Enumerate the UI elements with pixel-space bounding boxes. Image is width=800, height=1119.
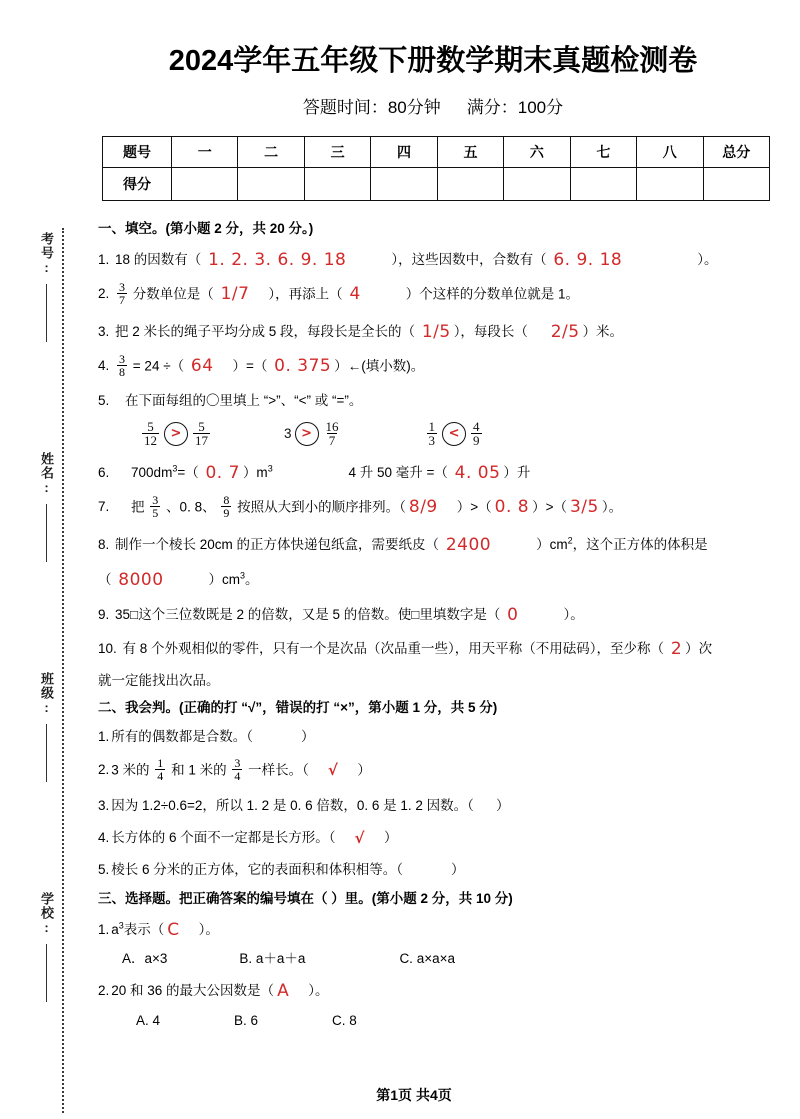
question-text: 表示（ xyxy=(123,921,165,937)
question-number: 2. xyxy=(98,762,110,778)
unit-exponent: 3 xyxy=(172,463,178,474)
question-text: ）升 xyxy=(503,465,531,481)
question-text: ） xyxy=(495,798,510,814)
score-cell-4[interactable] xyxy=(371,168,437,201)
fraction-numerator: 4 xyxy=(473,418,480,434)
margin-write-line xyxy=(46,724,47,782)
question-fill-2 xyxy=(98,279,800,307)
answer-fill-7c[interactable]: 3/5 xyxy=(569,497,599,518)
options-mc-1 xyxy=(98,951,800,968)
question-number: 1. xyxy=(98,251,110,267)
question-text: ）。 xyxy=(308,983,329,999)
question-number: 8. xyxy=(98,537,110,553)
question-tf-4 xyxy=(98,827,800,849)
score-table-col-8: 八 xyxy=(637,137,703,168)
answer-fill-6b[interactable]: 4. 05 xyxy=(454,463,501,484)
question-text: ，这个正方体的体积是 xyxy=(572,537,708,553)
question-tf-3 xyxy=(98,795,800,817)
fraction-16-7 xyxy=(324,420,341,448)
exam-page xyxy=(88,0,800,1119)
question-text: 分数单位是（ xyxy=(132,285,214,301)
fraction-denominator: 3 xyxy=(428,432,436,448)
question-text: a xyxy=(111,921,119,937)
score-table-col-1: 一 xyxy=(172,137,238,168)
margin-field-name xyxy=(22,452,56,562)
fraction-denominator: 7 xyxy=(328,432,336,448)
question-mc-1 xyxy=(98,917,800,942)
question-number: 5. xyxy=(98,393,110,409)
margin-write-line xyxy=(46,944,47,1002)
fraction-3-8 xyxy=(117,353,127,378)
question-text: 制作一个棱长 20cm 的正方体快递包纸盒，需要纸皮（ xyxy=(115,537,440,553)
margin-field-label: 学校: xyxy=(39,892,54,936)
question-text: 就一定能找出次品。 xyxy=(98,672,220,688)
question-fill-10 xyxy=(98,636,800,661)
question-fill-9 xyxy=(98,602,800,627)
question-number: 4. xyxy=(98,357,110,373)
fraction-numerator: 3 xyxy=(119,279,126,294)
question-text: ），这些因数中，合数有（ xyxy=(391,251,547,267)
answer-fill-8b[interactable]: 8000 xyxy=(118,569,164,590)
fraction-denominator: 17 xyxy=(195,432,208,448)
exam-content xyxy=(88,221,800,1030)
answer-fill-8a[interactable]: 2400 xyxy=(445,535,492,556)
unit-exponent: 3 xyxy=(267,463,273,474)
fraction-numerator: 5 xyxy=(198,418,205,434)
fraction-denominator: 12 xyxy=(144,432,157,448)
score-cell-6[interactable] xyxy=(504,168,570,201)
margin-field-school xyxy=(22,892,56,1002)
question-number: 1. xyxy=(98,729,110,745)
table-row-header xyxy=(103,137,770,168)
question-number: 6. xyxy=(98,465,110,481)
fraction-5-12 xyxy=(142,420,159,448)
exponent: 3 xyxy=(118,920,124,931)
binding-margin xyxy=(0,0,88,1119)
question-text: ）。 xyxy=(601,499,623,515)
score-table-col-3: 三 xyxy=(304,137,370,168)
answer-mc-2[interactable]: A xyxy=(277,981,290,1002)
question-number: 9. xyxy=(98,606,110,622)
fraction-denominator: 9 xyxy=(473,432,480,448)
fraction-denominator: 7 xyxy=(119,292,126,307)
comparison-row xyxy=(98,418,800,449)
fraction-numerator: 8 xyxy=(223,492,230,507)
score-cell-1[interactable] xyxy=(172,168,238,201)
fraction-5-17 xyxy=(193,420,210,448)
question-tf-2 xyxy=(98,758,800,783)
question-number: 10. xyxy=(98,641,117,657)
answer-tf-4[interactable]: √ xyxy=(354,829,366,848)
option-mc-1-c[interactable]: C. a×a×a xyxy=(399,951,455,967)
fraction-1-4 xyxy=(155,757,165,782)
question-text: 4 升 50 毫升 =（ xyxy=(348,465,448,481)
fraction-denominator: 9 xyxy=(223,506,230,521)
answer-fill-4b[interactable]: 0. 375 xyxy=(274,355,332,376)
question-text: （ xyxy=(98,571,112,587)
fraction-4-9 xyxy=(471,420,482,448)
question-fill-4 xyxy=(98,351,800,379)
question-text: 和 1 米的 xyxy=(171,762,227,778)
page-title: 2024学年五年级下册数学期末真题检测卷 xyxy=(168,45,698,77)
fraction-1-3 xyxy=(427,420,438,448)
question-number: 4. xyxy=(98,830,110,846)
fraction-numerator: 5 xyxy=(147,418,154,434)
answer-fill-4a[interactable]: 64 xyxy=(190,355,214,376)
page-footer: 第1页 共4页 xyxy=(376,1087,452,1103)
fraction-3-5 xyxy=(150,494,160,519)
question-text: 、0. 8、 xyxy=(166,499,216,515)
table-row-scores xyxy=(103,168,770,201)
answer-fill-6a[interactable]: 0. 7 xyxy=(205,463,240,484)
answer-fill-3b[interactable]: 2/5 xyxy=(550,321,580,342)
option-mc-1-b[interactable]: B. a＋a＋a xyxy=(239,951,306,967)
question-text: 按照从大到小的顺序排列。（ xyxy=(237,499,406,515)
question-fill-7 xyxy=(98,492,800,521)
answer-fill-7a[interactable]: 8/9 xyxy=(408,497,438,518)
question-text: 因为 1.2÷0.6=2，所以 1. 2 是 0. 6 倍数，0. 6 是 1. 2 因数。（ xyxy=(111,798,474,814)
answer-compare-3[interactable]: < xyxy=(442,422,466,446)
question-text: 。 xyxy=(245,571,259,587)
question-text: ） xyxy=(384,830,398,846)
question-text: 3 米的 xyxy=(111,762,150,778)
question-text: ）米。 xyxy=(582,323,624,339)
question-fill-10-cont xyxy=(98,671,800,691)
question-mc-2 xyxy=(98,978,800,1003)
margin-field-label: 姓名: xyxy=(39,452,54,496)
fraction-3-4 xyxy=(232,757,242,782)
margin-field-class xyxy=(22,672,56,782)
answer-fill-9[interactable]: 0 xyxy=(507,604,519,625)
answer-fill-3a[interactable]: 1/5 xyxy=(421,321,451,342)
question-fill-6 xyxy=(98,460,800,485)
fraction-denominator: 4 xyxy=(157,769,164,784)
question-text: ） xyxy=(451,861,465,877)
answer-mc-1[interactable]: C xyxy=(167,919,180,940)
fraction-numerator: 16 xyxy=(325,418,339,434)
question-tf-5 xyxy=(98,859,800,881)
question-text: 一样长。（ xyxy=(248,762,309,778)
answer-fill-7b[interactable]: 0. 8 xyxy=(494,497,530,518)
option-mc-2-c[interactable]: C. 8 xyxy=(332,1012,357,1028)
unit-exponent: 2 xyxy=(567,535,573,546)
options-mc-2 xyxy=(98,1013,800,1030)
score-cell-5[interactable] xyxy=(437,168,503,201)
fraction-3-7 xyxy=(117,281,127,306)
question-fill-5 xyxy=(98,391,800,411)
margin-field-label: 班级: xyxy=(39,672,54,716)
fraction-numerator: 1 xyxy=(428,418,436,434)
score-table-row-label: 题号 xyxy=(103,137,172,168)
score-table xyxy=(102,136,770,201)
fraction-denominator: 5 xyxy=(152,506,159,521)
margin-write-line xyxy=(46,284,47,342)
answer-fill-2b[interactable]: 4 xyxy=(349,283,361,304)
score-cell-7[interactable] xyxy=(570,168,636,201)
comparison-pair-3 xyxy=(425,418,484,449)
fraction-numerator: 1 xyxy=(157,756,164,771)
question-text: ）cm xyxy=(536,537,568,553)
question-number: 2. xyxy=(98,285,110,301)
question-text: ）=（ xyxy=(232,357,268,373)
question-number: 3. xyxy=(98,323,110,339)
score-table-score-label: 得分 xyxy=(103,168,172,201)
question-text: 在下面每组的〇里填上 “>”、“<” 或 “=”。 xyxy=(125,393,363,409)
score-table-col-total: 总分 xyxy=(703,137,770,168)
question-text: ）cm xyxy=(208,571,241,587)
question-text: 700dm xyxy=(131,465,173,481)
fraction-numerator: 3 xyxy=(119,351,126,366)
score-table-col-6: 六 xyxy=(504,137,570,168)
score-cell-3[interactable] xyxy=(304,168,370,201)
answer-tf-2[interactable]: √ xyxy=(327,761,339,780)
question-text: ）个这样的分数单位就是 1。 xyxy=(405,285,580,301)
question-text: =（ xyxy=(177,465,199,481)
question-text: ）m xyxy=(242,465,268,481)
answer-tf-5[interactable] xyxy=(403,861,409,879)
score-table-col-5: 五 xyxy=(437,137,503,168)
exam-meta xyxy=(66,93,800,118)
margin-field-exam-number xyxy=(22,232,56,342)
option-mc-2-b[interactable]: B. 6 xyxy=(234,1012,259,1028)
answer-fill-2a[interactable]: 1/7 xyxy=(220,283,250,304)
question-text: 有 8 个外观相似的零件，只有一个是次品（次品重一些），用天平称（不用砝码），至少称（ xyxy=(122,641,665,657)
question-text: 把 xyxy=(131,499,145,515)
margin-dotted-line xyxy=(62,228,64,1113)
whole-number-3: 3 xyxy=(284,425,292,441)
question-fill-8-cont xyxy=(98,567,800,592)
question-text: ）>（ xyxy=(532,499,567,515)
score-table-col-2: 二 xyxy=(238,137,304,168)
question-text: 20 和 36 的最大公因数是（ xyxy=(111,983,275,999)
question-text: 长方体的 6 个面不一定都是长方形。（ xyxy=(111,830,336,846)
question-text: 所有的偶数都是合数。（ xyxy=(111,729,254,745)
fraction-denominator: 4 xyxy=(234,769,241,784)
score-table-col-4: 四 xyxy=(371,137,437,168)
question-text: ）←(填小数)。 xyxy=(334,357,425,373)
question-number: 3. xyxy=(98,798,110,814)
margin-write-line xyxy=(46,504,47,562)
option-mc-1-a[interactable]: A．a×3 xyxy=(122,951,168,967)
question-text: 棱长 6 分米的正方体，它的表面积和体积相等。（ xyxy=(111,861,404,877)
question-text: ）。 xyxy=(198,921,219,937)
question-number: 7. xyxy=(98,499,110,515)
answer-tf-1[interactable] xyxy=(253,728,259,746)
exam-time-label: 答题时间：80分钟 xyxy=(302,98,441,117)
question-tf-1 xyxy=(98,726,800,748)
section-heading-true-false: 二、我会判。(正确的打 “√”，错误的打 “×”，第小题 1 分，共 5 分) xyxy=(98,700,498,716)
question-number: 5. xyxy=(98,861,110,877)
question-text: = 24 ÷（ xyxy=(132,357,185,373)
answer-fill-1b[interactable]: 6. 9. 18 xyxy=(553,249,623,270)
question-text: ）>（ xyxy=(456,499,492,515)
question-fill-8 xyxy=(98,532,800,557)
section-heading-fill-in: 一、填空。(第小题 2 分，共 20 分。) xyxy=(98,221,314,236)
question-text: ），再添上（ xyxy=(268,285,343,301)
fraction-denominator: 8 xyxy=(119,364,126,379)
question-text: ）。 xyxy=(697,251,718,267)
question-text: ） xyxy=(357,762,371,778)
question-text: ）。 xyxy=(563,606,584,622)
score-table-col-7: 七 xyxy=(570,137,636,168)
question-fill-1 xyxy=(98,247,800,272)
fraction-numerator: 3 xyxy=(152,492,159,507)
question-text: 把 2 米长的绳子平均分成 5 段，每段长是全长的（ xyxy=(115,323,416,339)
question-text: 18 的因数有（ xyxy=(115,251,202,267)
unit-exponent: 3 xyxy=(240,570,246,581)
question-text: ） xyxy=(301,729,315,745)
question-number: 2. xyxy=(98,983,110,999)
question-text: ）次 xyxy=(685,641,713,657)
answer-tf-3[interactable] xyxy=(474,797,480,815)
score-cell-total[interactable] xyxy=(703,168,770,201)
fraction-numerator: 3 xyxy=(234,756,241,771)
exam-total-score-label: 满分：100分 xyxy=(466,98,564,117)
comparison-pair-2 xyxy=(284,418,343,449)
answer-fill-10[interactable]: 2 xyxy=(670,639,683,660)
comparison-pair-1 xyxy=(140,418,212,449)
answer-compare-2[interactable]: > xyxy=(295,422,319,446)
margin-field-label: 考号: xyxy=(39,232,54,276)
question-number: 1. xyxy=(98,921,110,937)
score-cell-8[interactable] xyxy=(637,168,703,201)
section-heading-multiple-choice: 三、选择题。把正确答案的编号填在（ ）里。(第小题 2 分，共 10 分) xyxy=(98,890,513,906)
question-text: ），每段长（ xyxy=(453,323,528,339)
fraction-8-9 xyxy=(221,494,231,519)
question-fill-3 xyxy=(98,319,800,344)
option-mc-2-a[interactable]: A. 4 xyxy=(136,1012,161,1028)
answer-compare-1[interactable]: > xyxy=(164,422,188,446)
answer-fill-1a[interactable]: 1. 2. 3. 6. 9. 18 xyxy=(208,249,347,270)
question-text: 35□这个三位数既是 2 的倍数，又是 5 的倍数。使□里填数字是（ xyxy=(115,606,501,622)
score-cell-2[interactable] xyxy=(238,168,304,201)
